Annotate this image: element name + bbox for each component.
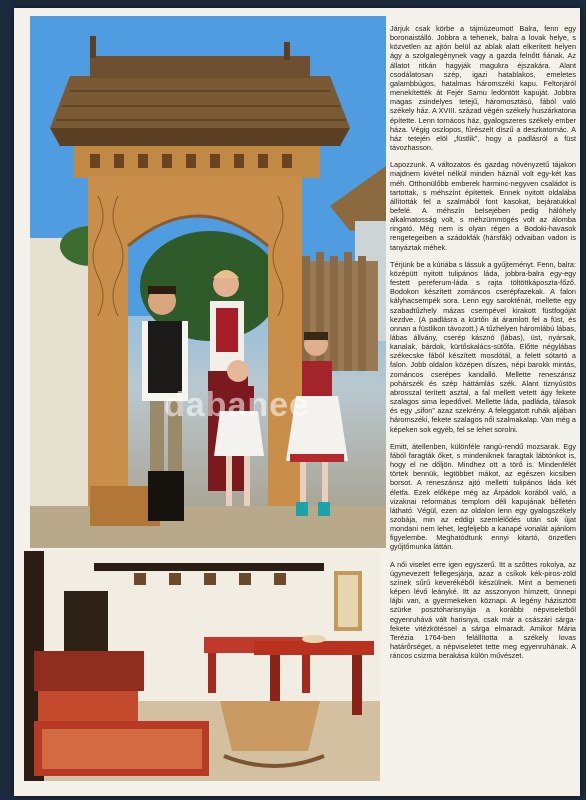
article-text <box>390 24 576 794</box>
paragraph-4: Emitt, átellenben, különféle rangú-rendű mozsarak. Egy fából faragták őket, s mindeniknek faragtak lábtónkot is, hogy el ne dőljön. Mindhez ott a törő is. Mindenfélét törtek bennük, legtöbbet mákot, az egészen kicsiben borsot. A reneszánsz ajtó melletti tulipános láda két életfa. Ezek előképe még az Árpádok korából való, a vizaknai református templom déli kapujának bélletén látható. Végül, ezen az oldalon lenn egy gyalogszékely szobája, min az eddigi szemlélődés után sok újat mondani nem lehet, legfeljebb a kanapé vonalát ajánlom figyelembe. Meghatódtunk ennyi kitartó, önzetlen gyűjtőmunka láttán. <box>390 441 576 552</box>
paragraph-5: A női viselet erre igen egyszerű. Itt a szőttes rokolya, az úgynevezett fellegesjárja, azaz a csíkok kék-piros-zöld színek sűrű keverékéből készülnek. Mint a bemeneti képen lévő leányké. Itt az asszonyon hímzett, ünnepi lájbi van, a gyermekeken köznapi. A legény házisztött szürke posztóharisnyája a korábbi népviseletből egyenruhává vált harisnya, csak már a császári sárga-fekete vitézkötéssel a sárga elmaradt. Amikor Mária Terézia 1764-ben felállította a székely lovas határőrséget, a népviseletet tette meg egyenruhának. A ráncos csizma berakása külön művészet. <box>390 559 576 661</box>
paragraph-3: Térjünk be a kúriába s lássuk a gyűjteményt. Fenn, balra: középütt nyitott tulipános láda, jobbra-balra egy-egy festett pereferum-láda s rajta töltöttkáposzta-főző. Bodokon készített zománcos cserépfazekak. A falon kályhacsempék sora. Lenn egy sarokténát, mellette egy szabadtűzhely mázas csempével kirakott füstfogóját kezdve. (A padlásra a kürtőn át áramlott fel a füst, és onnan a füstlikon távozott.) A tűzhelyen háromlábú lábas, lábas állvány, cserép kásznó (lábas), üst, nyársak, kanalak, bárdok, kürtőskalács-sütőfa. Előtte négylábas székecske fából készített mosdótál, a felett sótartó a falon. Jobb oldalon középen díszes, népi barokk mintás, zománcos cserépes kandalló. Mellette reneszánsz pohárszék és szép háttámlás szék. Alant tiznyústös abrosszal terített asztal, a fal mellett vetett ágy fekete szalagos sima lepedővel. Mellette láda, padláda, tálasok és egy „sifon” azaz szekrény. A feleggatott ruhák aljában háromszéki, fekete szalagos női szalmakalap. Van még a képeken sok egyéb, fel se lehet sorolni. <box>390 259 576 434</box>
gate-family-illustration <box>30 16 386 548</box>
watermark: dabanee <box>164 386 309 424</box>
interior-illustration <box>24 551 380 781</box>
book-page <box>14 8 580 796</box>
paragraph-2: Lapozzunk. A változatos és gazdag növényzetű tájakon majdnem kivétel nélkül minden háznál volt egy-két kas méh. Otthonülőbb emberek harminc-negyven családot is tartottak, s méhszínt építettek. Ennek nyitott oldalába állították fel a szalmából font kasokat, bejáratukkal befelé. A méhszín belsejében pedig hálóhely alkalmatosság volt, s méhzümmögés volt az álomba ringató. Még nem is olyan régen a Bodoki-havasok rengetegeiben a szádokfák (hársfák) odvaiban vadon is tanyáztak méhek. <box>390 160 576 252</box>
interior-photo <box>24 551 380 781</box>
gate-family-photo <box>30 16 386 548</box>
paragraph-1: Járjuk csak körbe a tájmúzeumot! Balra, fenn egy boronaistálló. Jobbra a tehenek, balra a lovak helye, s közvetlen az ajtón belül az ablak alatt elkerített helyen ágy a szolgalegénynek vagy a gazda felnőtt fiának. Az állatot ritkán hagyják magukra éjszakára. Alant csodálatosan szép, igazi hatablakos, emeletes galambbúgos, hatalmas háromszéki kapu. Feltorjáról menekítették át Fejér Samu ledöntött kapuját. Jobbra magas zsindelyes tetejű, háromosztású, fából való székely ház. A XVIII. század végén székely huszárkatona építette. Lenn tornácos ház, gyalogszeres székely ember háza. Végig oszlopos, fűrészelt díszű a deszkatornác. A ház tetején elöl „füstlik”, hogy a padlásról a füst távozhasson. <box>390 24 576 153</box>
